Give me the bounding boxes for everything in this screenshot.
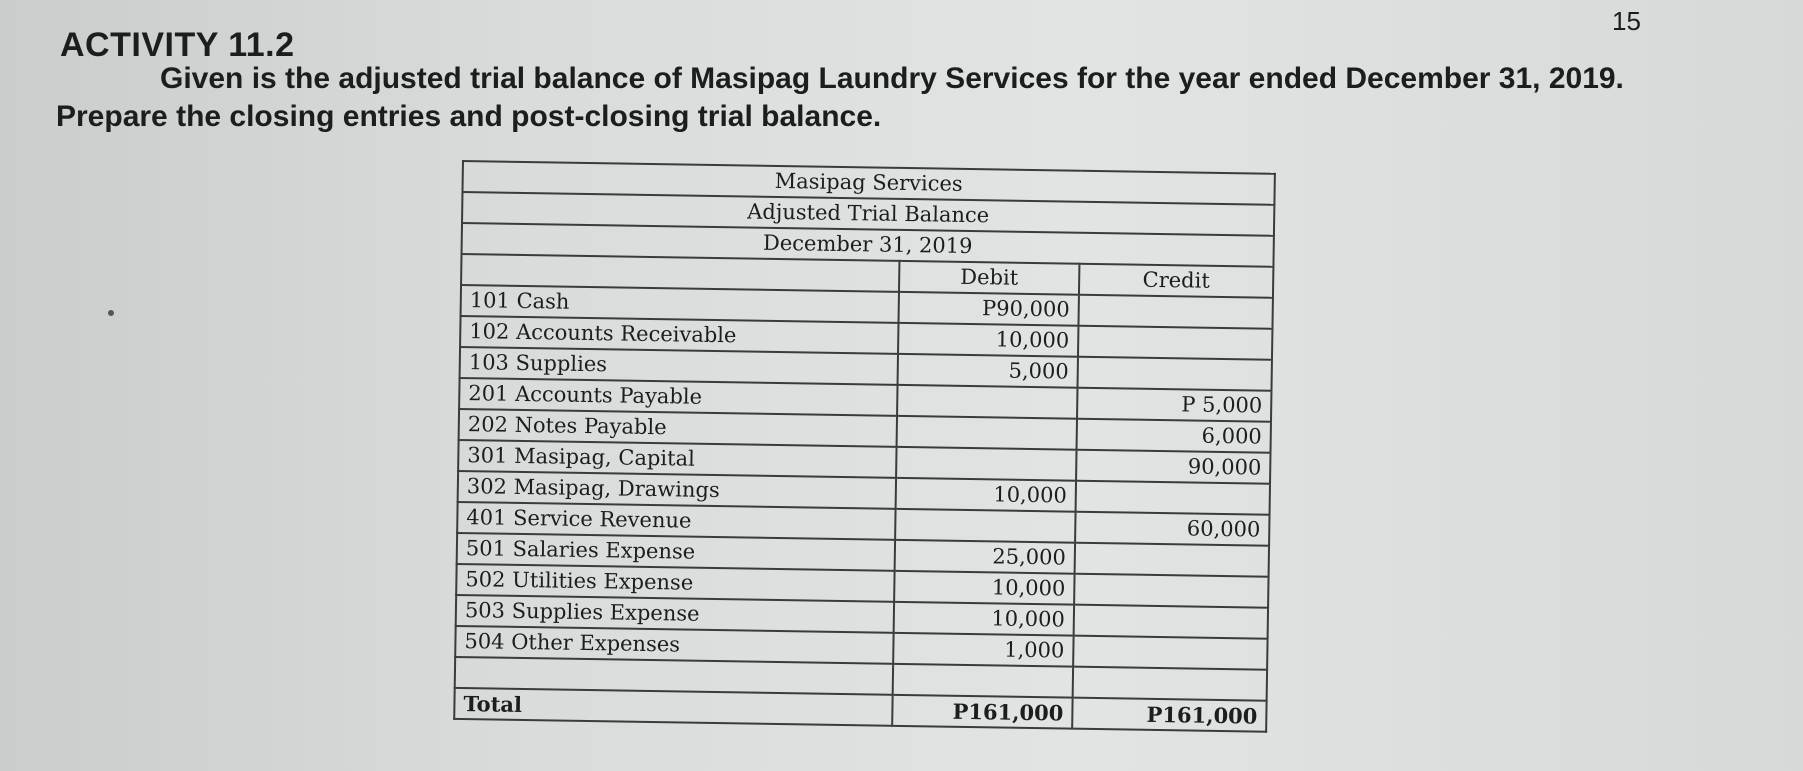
- debit-amount: [897, 385, 1077, 419]
- account-name: 301 Masipag, Capital: [458, 440, 896, 478]
- credit-amount: 60,000: [1075, 512, 1269, 546]
- account-name: 503 Supplies Expense: [456, 595, 894, 633]
- debit-amount: [897, 416, 1077, 450]
- debit-amount: 10,000: [894, 571, 1074, 605]
- company-name: Masipag Services: [462, 161, 1274, 205]
- debit-amount: 10,000: [898, 323, 1078, 357]
- account-name: 302 Masipag, Drawings: [458, 471, 896, 509]
- credit-header: Credit: [1079, 264, 1273, 298]
- account-name: 102 Accounts Receivable: [460, 316, 898, 354]
- statement-title: Adjusted Trial Balance: [462, 192, 1274, 236]
- account-name: 502 Utilities Expense: [456, 564, 894, 602]
- statement-date: December 31, 2019: [462, 223, 1274, 267]
- debit-amount: 10,000: [896, 478, 1076, 512]
- credit-amount: 90,000: [1076, 450, 1270, 484]
- account-name: 202 Notes Payable: [459, 409, 897, 447]
- debit-amount: [896, 447, 1076, 481]
- account-name: 504 Other Expenses: [455, 626, 893, 664]
- credit-amount: [1077, 357, 1271, 391]
- paper-speck: [108, 310, 114, 316]
- total-debit: P161,000: [892, 695, 1072, 729]
- account-name: 101 Cash: [461, 285, 899, 323]
- credit-amount: [1078, 295, 1272, 329]
- instruction-line-2: Prepare the closing entries and post-closing trial balance.: [56, 100, 882, 133]
- debit-amount: 5,000: [898, 354, 1078, 388]
- account-name: 401 Service Revenue: [457, 502, 895, 540]
- credit-amount: [1076, 481, 1270, 515]
- account-name: 103 Supplies: [460, 347, 898, 385]
- account-name: 201 Accounts Payable: [459, 378, 897, 416]
- debit-amount: P90,000: [898, 292, 1078, 326]
- credit-amount: [1073, 636, 1267, 670]
- credit-amount: P 5,000: [1077, 388, 1271, 422]
- credit-amount: [1074, 605, 1268, 639]
- debit-amount: [895, 509, 1075, 543]
- debit-amount: 25,000: [895, 540, 1075, 574]
- credit-amount: [1078, 326, 1272, 360]
- credit-amount: [1074, 574, 1268, 608]
- total-label: Total: [454, 688, 892, 726]
- debit-header: Debit: [899, 261, 1079, 295]
- debit-amount: 10,000: [894, 602, 1074, 636]
- page-number: 15: [1612, 6, 1641, 36]
- trial-balance-table: [453, 160, 1274, 767]
- instruction-line-1: Given is the adjusted trial balance of Masipag Laundry Services for the year ended December 31, 2019.: [160, 62, 1624, 95]
- debit-amount: 1,000: [893, 633, 1073, 667]
- activity-title: ACTIVITY 11.2: [60, 26, 295, 64]
- account-name: 501 Salaries Expense: [457, 533, 895, 571]
- credit-amount: [1075, 543, 1269, 577]
- total-credit: P161,000: [1072, 698, 1266, 732]
- credit-amount: 6,000: [1077, 419, 1271, 453]
